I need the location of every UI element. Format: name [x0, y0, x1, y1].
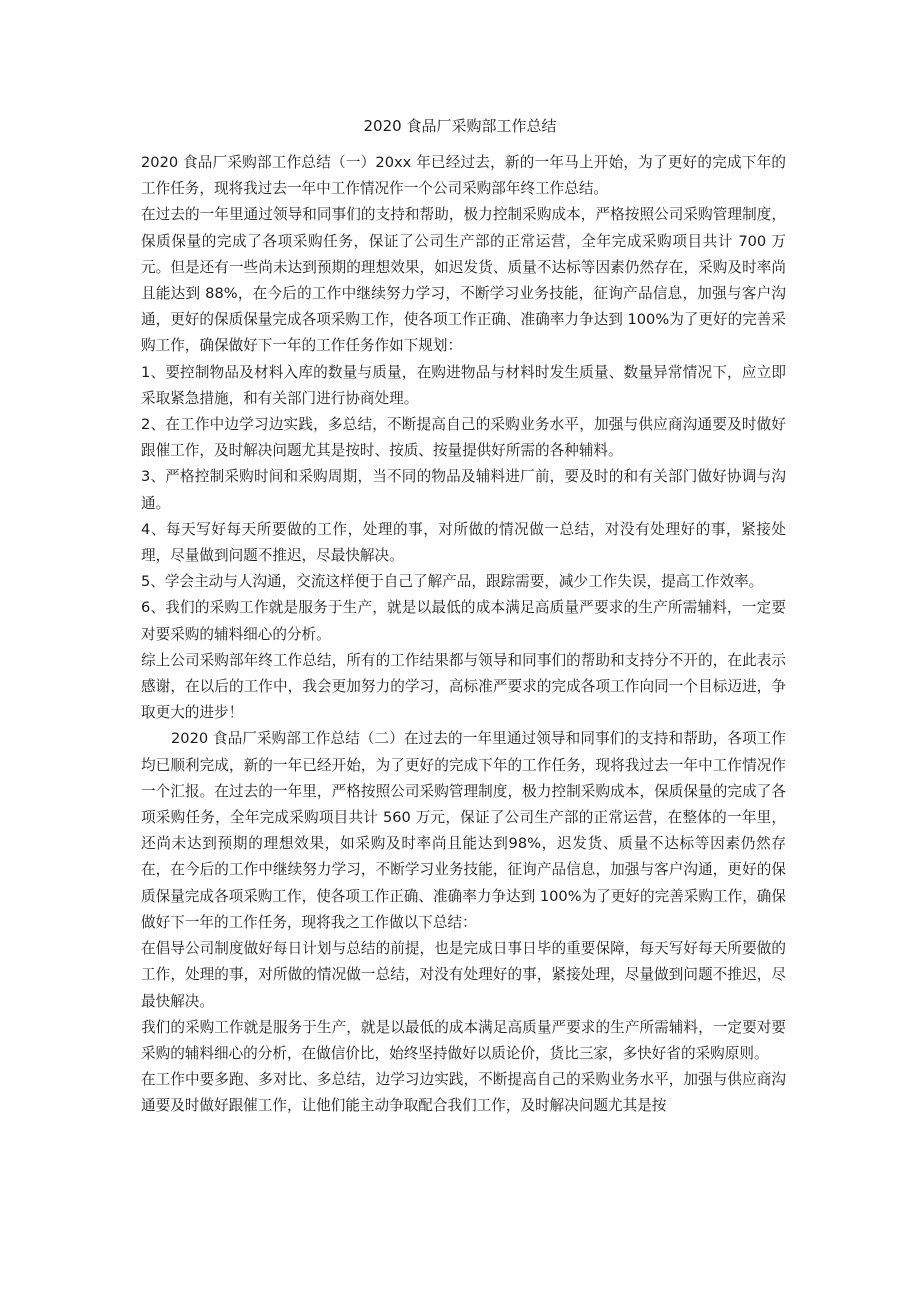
paragraph: 2020 食品厂采购部工作总结（二）在过去的一年里通过领导和同事们的支持和帮助，各项工作均已顺利完成，新的一年已经开始，为了更好的完成下年的工作任务，现将我过去一年中工作情况作一个汇报。在过去的一年里，严格按照公司采购管理制度，极力控制采购成本，保质保量的完成了各项采购任务，全年完成采购项目共计 560 万元，保证了公司生产部的正常运营，在整体的一年里，还尚未达到预期的理想效果，如采购及时率尚且能达到98%，迟发货、质量不达标等因素仍然存在，在今后的工作中继续努力学习，不断学习业务技能，征询产品信息，加强与客户沟通，更好的保质保量完成各项采购工作，使各项工作正确、准确率力争达到 100%为了更好的完善采购工作，确保做好下一年的工作任务，现将我之工作做以下总结： [141, 730, 786, 931]
document-body [141, 150, 786, 1120]
list-item: 6、我们的采购工作就是服务于生产，就是以最低的成本满足高质量严要求的生产所需辅料，一定要对要采购的辅料细心的分析。 [141, 599, 786, 643]
paragraph: 在过去的一年里通过领导和同事们的支持和帮助，极力控制采购成本，严格按照公司采购管理制度，保质保量的完成了各项采购任务，保证了公司生产部的正常运营，全年完成采购项目共计 700 万元。但是还有一些尚未达到预期的理想效果，如迟发货、质量不达标等因素仍然存在，采购及时率尚且能达到 88%，在今后的工作中继续努力学习，不断学习业务技能，征询产品信息，加强与客户沟通，更好的保质保量完成各项采购工作，使各项工作正确、准确率力争达到 100%为了更好的完善采购工作，确保做好下一年的工作任务作如下规划： [141, 206, 786, 355]
paragraph: 2020 食品厂采购部工作总结（一）20xx 年已经过去，新的一年马上开始，为了更好的完成下年的工作任务，现将我过去一年中工作情况作一个公司采购部年终工作总结。 [141, 154, 786, 198]
document-title: 2020 食品厂采购部工作总结 [363, 117, 557, 135]
list-item: 3、严格控制采购时间和采购周期，当不同的物品及辅料进厂前，要及时的和有关部门做好协调与沟通。 [141, 468, 786, 512]
list-item: 1、要控制物品及材料入库的数量与质量，在购进物品与材料时发生质量、数量异常情况下，应立即采取紧急措施，和有关部门进行协商处理。 [141, 363, 786, 407]
paragraph: 在倡导公司制度做好每日计划与总结的前提，也是完成日事日毕的重要保障，每天写好每天所要做的工作，处理的事，对所做的情况做一总结，对没有处理好的事，紧接处理，尽量做到问题不推迟，尽最快解决。 [141, 940, 786, 1010]
paragraph: 综上公司采购部年终工作总结，所有的工作结果都与领导和同事们的帮助和支持分不开的，在此表示感谢，在以后的工作中，我会更加努力的学习，高标准严要求的完成各项工作向同一个目标迈进，争取更大的进步！ [141, 651, 786, 722]
list-item: 5、学会主动与人沟通，交流这样便于自己了解产品，跟踪需要，减少工作失误，提高工作效率。 [141, 573, 764, 591]
paragraph: 在工作中要多跑、多对比、多总结，边学习边实践，不断提高自己的采购业务水平，加强与供应商沟通要及时做好跟催工作，让他们能主动争取配合我们工作，及时解决问题尤其是按 [141, 1071, 786, 1115]
list-item: 4、每天写好每天所要做的工作，处理的事，对所做的情况做一总结，对没有处理好的事，紧接处理，尽量做到问题不推迟，尽最快解决。 [141, 520, 786, 565]
paragraph: 我们的采购工作就是服务于生产，就是以最低的成本满足高质量严要求的生产所需辅料，一定要对要采购的辅料细心的分析，在做信价比，始终坚持做好以质论价，货比三家，多快好省的采购原则。 [141, 1018, 786, 1062]
list-item: 2、在工作中边学习边实践，多总结，不断提高自己的采购业务水平，加强与供应商沟通要及时做好跟催工作，及时解决问题尤其是按时、按质、按量提供好所需的各种辅料。 [141, 416, 786, 460]
